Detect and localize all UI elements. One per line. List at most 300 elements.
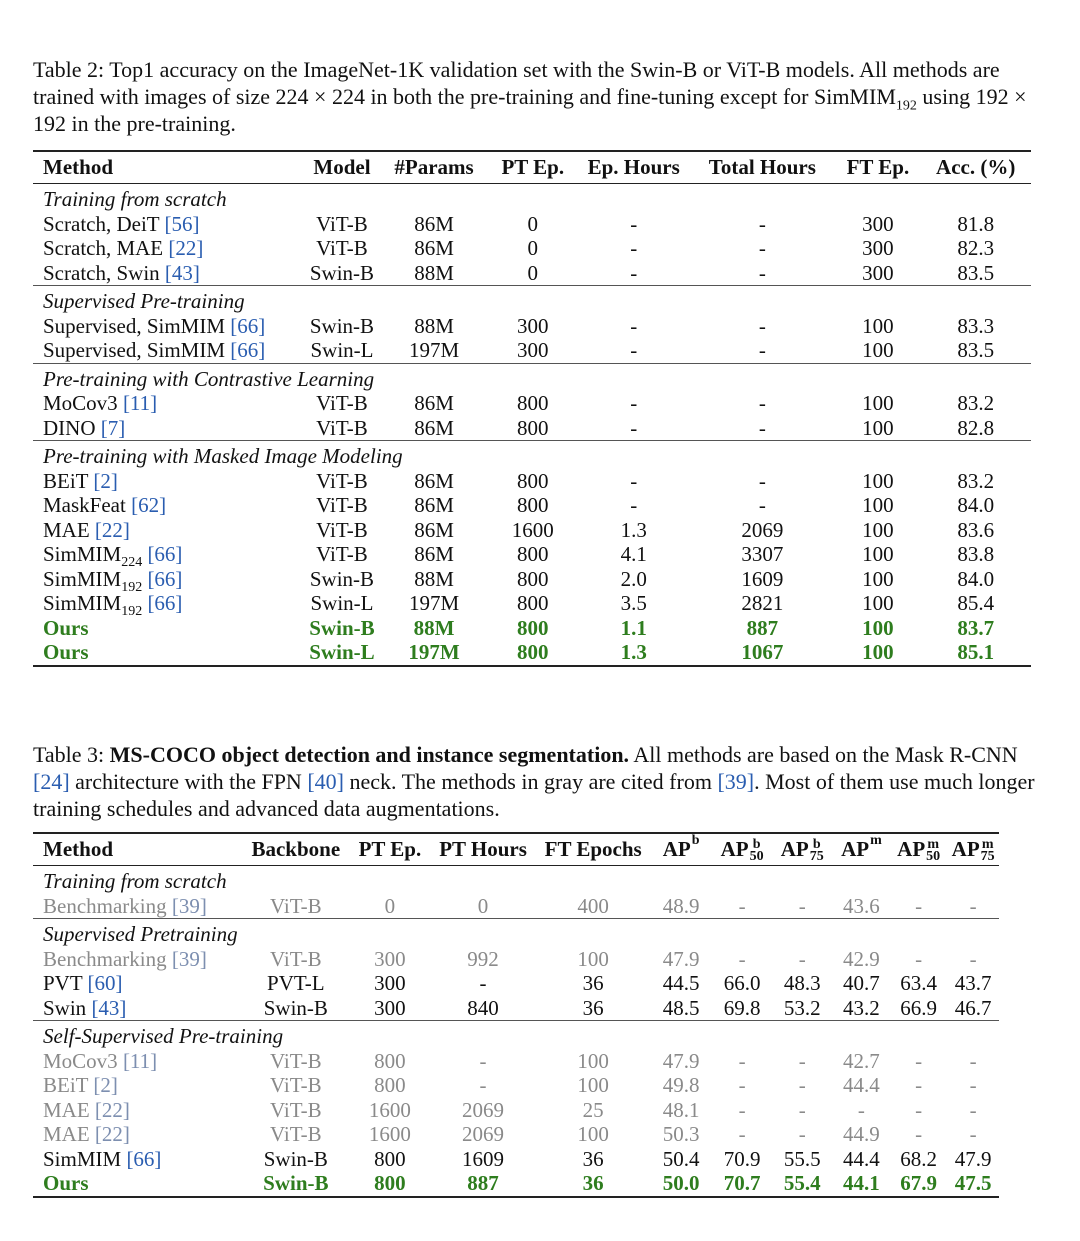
table2-method-sub: 192 [121, 604, 143, 620]
table3-col-header [350, 833, 429, 866]
table2-method-name: MoCov3 [43, 391, 123, 415]
table3-value-cell: 300 [374, 971, 406, 995]
table3-col-header [33, 833, 241, 866]
table2-citation-link[interactable]: [7] [100, 415, 126, 440]
table3-value-cell: 25 [582, 1097, 604, 1122]
table2-group-header [33, 363, 1031, 391]
table2-value-cell: - [630, 236, 638, 260]
table2-value-cell: 100 [862, 566, 894, 591]
table3-col-header-scripts [870, 833, 882, 859]
table3-value-cell: 36 [582, 995, 604, 1020]
table2-value-cell: 300 [517, 313, 549, 338]
table2-table-row [33, 236, 1031, 261]
table2-value-cell: 83.5 [957, 338, 995, 362]
table2-citation-link[interactable]: [66] [147, 542, 183, 566]
table2-value-cell: 100 [862, 391, 894, 415]
table2-table-row [33, 493, 1031, 518]
table2-table-row [33, 338, 1031, 363]
table2-value-cell: 2821 [741, 591, 784, 615]
table3-value-cell: 100 [577, 1122, 609, 1146]
table2-table-row [33, 591, 1031, 616]
table3-value-cell: 44.4 [843, 1073, 880, 1097]
table2-caption-sub: 192 [895, 98, 917, 114]
table3-value-cell: - [915, 1122, 923, 1146]
table3-method-cell [33, 947, 241, 972]
table2-value-cell: 1609 [741, 566, 784, 591]
table3-caption-p4: . Most of them use much longer training schedules and advanced data augmentations. [33, 769, 1035, 821]
table3-value-cell: - [969, 1073, 977, 1097]
table2-method-cell [33, 391, 303, 416]
table2-method-name: Supervised, SimMIM [43, 338, 231, 362]
table2-value-cell: 82.8 [957, 415, 995, 440]
table3-value-cell: 50.4 [662, 1146, 700, 1171]
table3-value-cell: 48.1 [662, 1097, 700, 1122]
table2-value-cell: - [630, 468, 638, 493]
table2-value-cell: - [630, 260, 638, 285]
table2-value-cell: Swin-L [303, 640, 380, 666]
table3-value-cell: - [915, 946, 923, 971]
table2-group-header [33, 441, 1031, 469]
table2-value-cell: 2069 [741, 517, 784, 542]
table3-method-name: SimMIM [43, 1146, 127, 1171]
table3-value-cell: 42.7 [843, 1048, 880, 1073]
table3-col-header [430, 833, 537, 866]
table3-col-header [537, 833, 650, 866]
table2-value-cell: - [758, 415, 766, 440]
table3-method-name: MAE [43, 1097, 95, 1122]
table3-col-header-base: AP [662, 837, 691, 861]
table2 [33, 150, 1031, 667]
table3-col-header-scripts [981, 839, 995, 863]
table2-value-cell: Swin-L [310, 338, 374, 362]
table2-method-cell [33, 261, 303, 286]
table2-citation-link[interactable]: [22] [94, 517, 130, 542]
table3-group-title: Self-Supervised Pre-training [33, 1021, 999, 1049]
table3-value-cell: - [969, 1122, 977, 1146]
table2-value-cell: 88M [414, 260, 454, 285]
table3-col-header [947, 833, 999, 866]
table2-value-cell: 197M [408, 338, 460, 362]
table2-value-cell: 85.1 [920, 640, 1031, 666]
table3-caption [33, 741, 1043, 822]
table3-value-cell: - [798, 946, 806, 971]
table3-value-cell: 36 [582, 1146, 604, 1171]
table2-value-cell: 86M [414, 391, 454, 415]
table2-value-cell: 100 [835, 640, 920, 666]
table2-table-row [33, 567, 1031, 592]
table3-col-header-sup: m [927, 837, 939, 853]
table3-col-header [890, 833, 947, 866]
table3-value-cell: 55.4 [772, 1171, 833, 1197]
table2-citation-link[interactable]: [66] [147, 591, 183, 615]
table2-method-cell [33, 469, 303, 494]
table2-value-cell: 800 [517, 591, 549, 615]
table3-table-row [33, 996, 999, 1021]
table3-caption-ref1[interactable]: [24] [33, 769, 70, 794]
table3-method-name: Benchmarking [43, 893, 172, 918]
table2-method-cell [33, 493, 303, 518]
table3-value-cell: - [798, 1048, 806, 1073]
table3-value-cell: ViT-B [270, 1048, 322, 1073]
table3-value-cell: - [738, 1122, 746, 1146]
table2-value-cell: 83.2 [957, 468, 995, 493]
table2-citation-link[interactable]: [62] [131, 493, 167, 517]
table3-value-cell: 44.5 [662, 971, 700, 995]
table2-value-cell: - [758, 391, 766, 415]
table2-citation-link[interactable]: [66] [147, 566, 183, 591]
table3-value-cell: 48.3 [783, 971, 821, 995]
table2-citation-link[interactable]: [43] [164, 260, 200, 285]
table2-method-name: Scratch, DeiT [43, 211, 165, 236]
table3-value-cell: 44.1 [833, 1171, 890, 1197]
table2-col-header: Model [313, 155, 371, 179]
table3-group-title: Training from scratch [43, 869, 227, 893]
table2-col-header: #Params [394, 155, 474, 179]
table3-citation-link[interactable]: [66] [126, 1146, 162, 1171]
table2-method-name: MaskFeat [43, 493, 132, 517]
table2-value-cell: 83.8 [957, 542, 995, 566]
table2-table-row [33, 416, 1031, 441]
table2-value-cell: 88M [414, 566, 454, 591]
table2-value-cell: 3307 [741, 542, 784, 566]
table3-value-cell: 800 [374, 1073, 406, 1097]
table2-value-cell: ViT-B [316, 493, 368, 517]
table3-value-cell: 1600 [368, 1122, 411, 1146]
table2-method-cell [33, 640, 303, 666]
table3-value-cell: 47.9 [662, 1048, 700, 1073]
table2-value-cell: 86M [414, 468, 454, 493]
table3-value-cell: 100 [577, 946, 609, 971]
table3-citation-link[interactable]: [39] [171, 946, 207, 971]
table2-value-cell: ViT-B [316, 236, 368, 260]
table2-value-cell: - [630, 338, 638, 362]
table2-value-cell: - [758, 211, 766, 236]
table2-value-cell: 887 [746, 615, 779, 640]
table3-value-cell: - [857, 1097, 865, 1122]
table3-table-row [33, 971, 999, 996]
table2-value-cell: Swin-B [309, 260, 375, 285]
table2-method-name: Scratch, MAE [43, 236, 169, 260]
table2-caption [33, 56, 1043, 137]
table2-value-cell: 197M [408, 591, 460, 615]
table3-value-cell: Swin-B [263, 1146, 328, 1171]
table2-table-row [33, 542, 1031, 567]
table2-method-name: SimMIM [43, 566, 122, 591]
table2-citation-link[interactable]: [56] [164, 211, 200, 236]
table3-col-header-scripts [810, 839, 824, 863]
table3-citation-link[interactable]: [2] [93, 1073, 118, 1097]
table2-caption-lead: Table 2: Top1 accuracy on the ImageNet-1K validation set with the Swin-B or ViT-B models. All methods are trained with images of size 224 × 224 in both the pre-training and fine-tuning except for SimMIM [33, 57, 1000, 109]
table2-method-name: BEiT [43, 468, 94, 493]
table3-citation-link[interactable]: [60] [87, 971, 123, 995]
table2-value-cell: 82.3 [957, 236, 995, 260]
table3-col-header-base: AP [720, 837, 749, 861]
table3-value-cell: 100 [577, 1048, 609, 1073]
table3-col-header [241, 833, 350, 866]
table2-table-row [33, 469, 1031, 494]
table2-method-cell [33, 566, 303, 595]
table3-col-header-sub: 75 [809, 849, 824, 865]
table2-value-cell: 100 [862, 493, 894, 517]
table3-value-cell: - [479, 1073, 487, 1097]
table2-value-cell: 83.2 [957, 391, 995, 415]
table3-citation-link[interactable]: [22] [94, 1122, 130, 1146]
table2-value-cell: 300 [862, 211, 894, 236]
table2-value-cell: 800 [517, 542, 549, 566]
table2-value-cell: 0 [527, 260, 539, 285]
table2-value-cell: 800 [517, 615, 549, 640]
table2-value-cell: 0 [527, 211, 539, 236]
table2-value-cell: Swin-L [310, 591, 374, 615]
table3-col-header-base: AP [951, 837, 980, 861]
table3-method-cell [33, 1098, 241, 1123]
table2-method-cell [33, 416, 303, 441]
table3-value-cell: 47.9 [954, 1146, 992, 1171]
table3-col-header-sub: 75 [980, 849, 995, 865]
table2-citation-link[interactable]: [66] [230, 313, 266, 338]
table2-value-cell: 300 [517, 338, 549, 362]
table2-value-cell: 86M [414, 415, 454, 440]
table2-value-cell: 300 [862, 236, 894, 260]
table2-value-cell: 800 [517, 415, 549, 440]
table3-value-cell: ViT-B [270, 1122, 322, 1146]
table3-caption-ref3[interactable]: [39] [717, 769, 755, 794]
table3-caption-lead: Table 3: [33, 742, 110, 767]
table3-table-row [33, 1073, 999, 1098]
table3-value-cell: - [969, 1097, 977, 1122]
table2-method-name: SimMIM [43, 591, 122, 615]
table3-value-cell: PVT-L [267, 971, 325, 995]
table3-value-cell: - [798, 1122, 806, 1146]
table2-method-cell [33, 616, 303, 641]
table3-col-header-base: Method [43, 837, 113, 861]
table2-value-cell: 2.0 [620, 566, 647, 591]
table3-value-cell: - [738, 946, 746, 971]
table3-group-header [33, 1021, 999, 1049]
table3-value-cell: ViT-B [270, 1097, 322, 1122]
table2-value-cell: ViT-B [316, 542, 368, 566]
table3-value-cell: 40.7 [843, 971, 880, 995]
table3-col-header-sup: b [691, 833, 700, 849]
table3-value-cell: 43.7 [954, 971, 992, 995]
table3-col-header-sub: 50 [926, 849, 941, 865]
table2-value-cell: - [630, 493, 638, 517]
table2-value-cell: 85.4 [957, 591, 995, 615]
table3-value-cell: - [798, 893, 806, 918]
table2-method-name: Supervised, SimMIM [43, 313, 231, 338]
table2-citation-link[interactable]: [66] [230, 338, 266, 362]
table2-value-cell: 83.7 [957, 615, 995, 640]
table3-col-header-sup: m [981, 837, 994, 853]
table2-method-cell [33, 314, 303, 339]
table3-col-header-base: FT Epochs [544, 837, 642, 861]
table3-caption-ref2[interactable]: [40] [307, 769, 344, 794]
table3-caption-p3: neck. The methods in gray are cited from [343, 769, 718, 794]
table3-value-cell: 300 [374, 995, 406, 1020]
table2-value-cell: 1600 [511, 517, 554, 542]
table3-col-header [833, 833, 890, 866]
table3-value-cell: 44.4 [843, 1146, 880, 1171]
table3-method-cell [33, 996, 241, 1021]
table3-col-header-sub: 50 [749, 849, 764, 865]
table2-method-cell [33, 236, 303, 261]
table2-method-cell [33, 212, 303, 237]
table3-value-cell: - [915, 1048, 923, 1073]
table2-value-cell: 100 [862, 415, 894, 440]
table3-value-cell: 0 [384, 893, 396, 918]
table2-value-cell: 83.6 [957, 517, 995, 542]
table2-value-cell: 800 [517, 493, 549, 517]
table3-value-cell: 0 [477, 893, 489, 918]
table3-group-header [33, 866, 999, 894]
table3-value-cell: 50.3 [662, 1122, 700, 1146]
table2-value-cell: 800 [517, 468, 549, 493]
table3-value-cell: 48.5 [662, 995, 700, 1020]
table3-caption-bold: MS-COCO object detection and instance segmentation. [109, 742, 630, 767]
table2-value-cell: 4.1 [620, 542, 647, 566]
table3-value-cell: - [479, 1048, 487, 1073]
table3-value-cell: 66.0 [723, 971, 761, 995]
table2-table-row [33, 640, 1031, 666]
table3-value-cell: - [915, 1097, 923, 1122]
table3-citation-link[interactable]: [43] [91, 995, 127, 1020]
table3-col-header-sup: b [812, 837, 821, 853]
table2-value-cell: 800 [517, 391, 549, 415]
table2-value-cell: - [758, 338, 766, 362]
table2-value-cell: ViT-B [316, 517, 368, 542]
table2-value-cell: 86M [414, 542, 454, 566]
table2-group-title: Supervised Pre-training [33, 286, 1031, 314]
table3-value-cell: - [738, 893, 746, 918]
table3-method-name: Ours [43, 1171, 89, 1195]
table3-method-name: Benchmarking [43, 946, 172, 971]
table2-table-row [33, 616, 1031, 641]
table3-value-cell: - [479, 971, 487, 995]
table3-value-cell: 2069 [462, 1122, 505, 1146]
table3-method-cell [33, 1171, 241, 1197]
table3-value-cell: 800 [350, 1171, 429, 1197]
table2-value-cell: 81.8 [957, 211, 995, 236]
table3-col-header-base: PT Ep. [358, 837, 422, 861]
table3-value-cell: 887 [430, 1171, 537, 1197]
table3-value-cell: 46.7 [954, 995, 992, 1020]
table3-value-cell: - [798, 1097, 806, 1122]
table3-group-header [33, 919, 999, 947]
table2-method-name: MAE [43, 517, 95, 542]
table3-value-cell: - [915, 1073, 923, 1097]
table2-method-cell [33, 338, 303, 363]
table2-method-cell [33, 518, 303, 543]
table3-value-cell: Swin-B [241, 1171, 350, 1197]
table3-method-cell [33, 1122, 241, 1147]
table2-col-header: PT Ep. [501, 155, 565, 179]
table3-value-cell: 800 [374, 1146, 406, 1171]
table2-value-cell: 84.0 [957, 493, 995, 517]
table3-value-cell: 43.2 [843, 995, 880, 1020]
table3-value-cell: - [798, 1073, 806, 1097]
table2-value-cell: 197M [381, 640, 488, 666]
table2-value-cell: 83.5 [957, 260, 995, 285]
table2-value-cell: Swin-B [309, 615, 375, 640]
table3-citation-link[interactable]: [11] [122, 1048, 158, 1073]
table2-value-cell: 88M [414, 313, 454, 338]
table3-value-cell: - [915, 893, 923, 918]
table3-value-cell: 48.9 [662, 893, 700, 918]
table3-citation-link[interactable]: [39] [171, 893, 207, 918]
table3-value-cell: 2069 [462, 1097, 505, 1122]
table2-value-cell: 300 [862, 260, 894, 285]
table2-value-cell: 1067 [689, 640, 835, 666]
table3-value-cell: 68.2 [900, 1146, 938, 1171]
table2-table-row [33, 261, 1031, 286]
table2-citation-link[interactable]: [2] [93, 468, 118, 493]
table2-value-cell: 1.3 [620, 517, 647, 542]
table2-table-row [33, 314, 1031, 339]
table3-value-cell: ViT-B [270, 946, 322, 971]
table2-value-cell: - [758, 260, 766, 285]
table3-value-cell: 42.9 [843, 946, 880, 971]
table2-method-name: Scratch, Swin [43, 260, 165, 285]
table2-group-title: Pre-training with Masked Image Modeling [33, 441, 1031, 469]
table3-value-cell: 49.8 [662, 1073, 700, 1097]
table2-value-cell: 83.3 [957, 313, 995, 338]
table2-value-cell: 100 [862, 338, 894, 362]
table3-value-cell: 1609 [462, 1146, 505, 1171]
table3-value-cell: - [738, 1097, 746, 1122]
table3-method-name: BEiT [43, 1073, 94, 1097]
table3-table-row [33, 1049, 999, 1074]
table3-value-cell: - [738, 1073, 746, 1097]
table3-value-cell: 992 [467, 946, 499, 971]
table3-value-cell: 47.5 [947, 1171, 999, 1197]
table3-value-cell: ViT-B [270, 1073, 322, 1097]
table3-value-cell: 400 [577, 893, 609, 918]
table3-col-header-base: PT Hours [439, 837, 527, 861]
table3-col-header-base: AP [841, 837, 870, 861]
table2-value-cell: 0 [527, 236, 539, 260]
table2-value-cell: 86M [414, 236, 454, 260]
table2-table-row [33, 212, 1031, 237]
table2-method-name: SimMIM [43, 542, 122, 566]
table3-value-cell: 800 [374, 1048, 406, 1073]
table2-value-cell: - [758, 493, 766, 517]
table3-value-cell: 47.9 [662, 946, 700, 971]
table3-citation-link[interactable]: [22] [94, 1097, 130, 1122]
table3-value-cell: 67.9 [890, 1171, 947, 1197]
table3-value-cell: 63.4 [900, 971, 938, 995]
table2-value-cell: 100 [862, 313, 894, 338]
table3-caption-p1: All methods are based on the Mask R-CNN [629, 742, 1018, 767]
table2-method-name: Ours [43, 640, 89, 664]
table3-col-header [650, 833, 713, 866]
table3-value-cell: Swin-B [263, 995, 328, 1020]
table3-value-cell: 36 [537, 1171, 650, 1197]
table3-method-cell [33, 971, 241, 996]
table3-value-cell: 50.0 [650, 1171, 713, 1197]
table3-value-cell: 70.9 [723, 1146, 761, 1171]
table3-col-header [713, 833, 772, 866]
table2-value-cell: 100 [862, 591, 894, 615]
table2-col-header: Method [43, 155, 113, 179]
table2-table-row [33, 391, 1031, 416]
table2-citation-link[interactable]: [22] [168, 236, 204, 260]
table2-citation-link[interactable]: [11] [122, 391, 158, 415]
table3-method-cell [33, 894, 241, 919]
table2-group-title: Pre-training with Contrastive Learning [33, 363, 1031, 391]
table3-col-header-base: AP [897, 837, 926, 861]
table2-value-cell: Swin-B [309, 313, 375, 338]
table2-value-cell: - [758, 313, 766, 338]
